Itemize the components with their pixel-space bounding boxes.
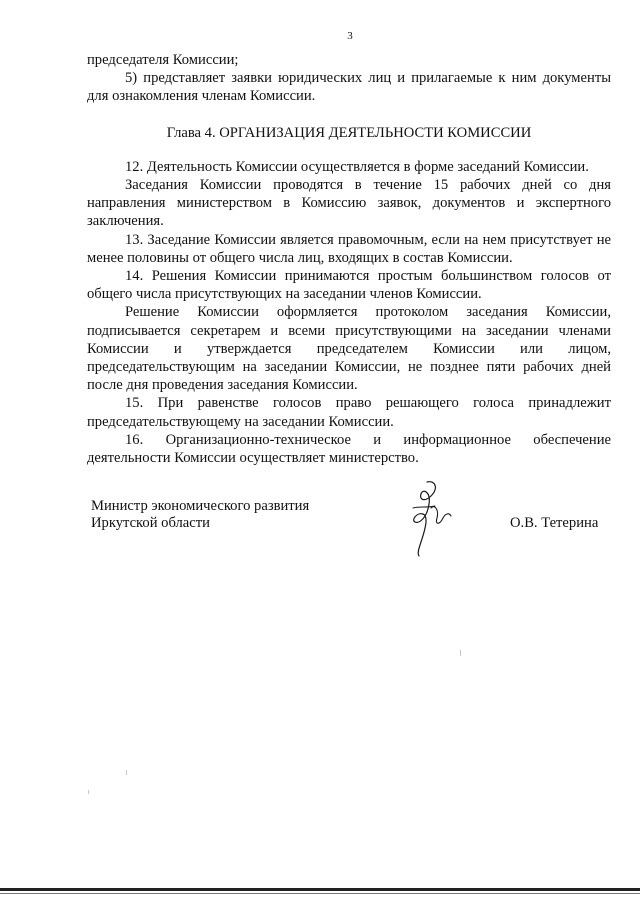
handwritten-signature-icon [405, 478, 455, 558]
chapter-title: Глава 4. ОРГАНИЗАЦИЯ ДЕЯТЕЛЬНОСТИ КОМИССИИ [166, 124, 532, 141]
paragraph-16: 16. Организационно-техническое и информационное обеспечение деятельности Комиссии осуществляет министерство. [87, 431, 611, 467]
paragraph-continuation: председателя Комиссии; [87, 52, 239, 68]
paragraph-14: 14. Решения Комиссии принимаются простым большинством голосов от общего числа присутствующих на заседании членов Комиссии. [87, 268, 611, 303]
paragraph-15: 15. При равенстве голосов право решающего голоса принадлежит председательствующему на заседании Комиссии. [87, 395, 611, 430]
paragraph-12-meetings: Заседания Комиссии проводятся в течение 15 рабочих дней со дня направления министерством в Комиссию заявок, документов и экспертного заключения. [87, 177, 611, 230]
paragraph-item-5: 5) представляет заявки юридических лиц и прилагаемые к ним документы для ознакомления членам Комиссии. [87, 70, 611, 105]
scan-edge-rule-shadow [0, 893, 640, 894]
paragraph-14-decision: Решение Комиссии оформляется протоколом заседания Комиссии, подписывается секретарем и всеми присутствующими на заседании членами Комиссии и утверждается председателем Комиссии или лицом, председательствующим на заседании Комиссии, не позднее пяти рабочих дней после дня проведения заседания Комиссии. [87, 304, 611, 394]
scan-edge-rule [0, 888, 640, 891]
signatory-position-line-2: Иркутской области [91, 515, 210, 531]
signatory-position [91, 498, 309, 532]
signatory-position-line-1: Министр экономического развития [91, 498, 310, 514]
scan-speck [460, 650, 461, 656]
signatory-name: О.В. Тетерина [510, 515, 599, 531]
paragraph-13: 13. Заседание Комиссии является правомочным, если на нем присутствует не менее половины от общего числа лиц, входящих в состав Комиссии. [87, 231, 611, 266]
document-body [87, 51, 611, 467]
paragraph-12: 12. Деятельность Комиссии осуществляется в форме заседаний Комиссии. [125, 158, 589, 175]
scan-speck [126, 770, 127, 775]
page-number: 3 [347, 30, 353, 42]
scan-speck [88, 790, 89, 794]
